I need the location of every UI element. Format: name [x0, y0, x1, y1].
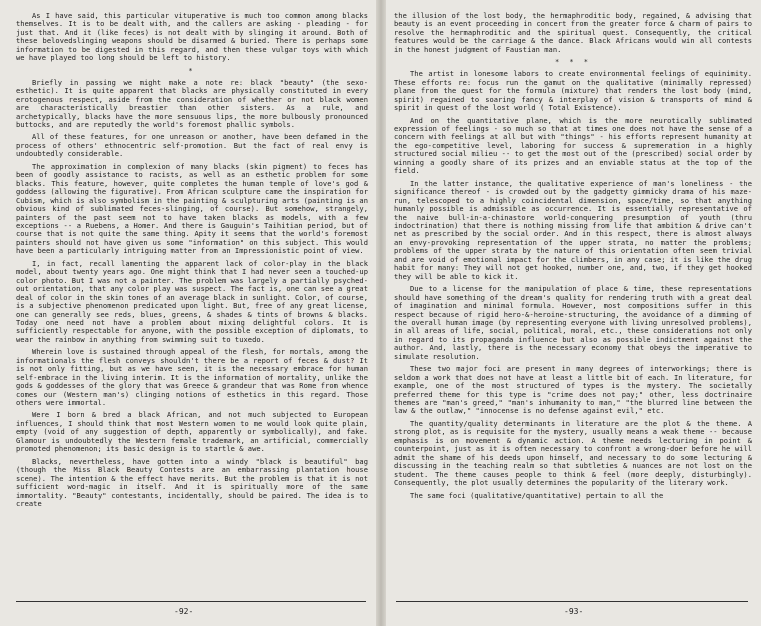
paragraph: The quantity/quality determinants in literature are the plot & the theme. A strong plot, as is requisite for the mystery, usually means a weak theme -- because emphasis is on movement & dynamic action. A theme needs lecturing in point & counterpoint, just as it is often necessary to confront a wrong-doer before he will admit the shame of his deeds upon himself, and necessary to do some lecturing & discussing in the teaching realm so that subtleties & nuances are not lost on the student. The theme causes people to think & feel (more deeply, disturbingly). Consequently, the plot usually determines the popularity of the literary work. — [394, 418, 752, 488]
paragraph: These two major foci are present in many degrees of interworkings; there is seldom a work that does not have at least a little bit of each. In literature, for example, one of the most structured of types is the mystery. The societally preferred theme for this type is "crime does not pay;" other, less doctrinaire themes are "man's greed," "man's inhumanity to man," "the blurred line between the law & the outlaw," "innocense is no defense against evil," etc. — [394, 364, 752, 416]
section-separator: * — [188, 66, 196, 75]
paragraph: Blacks, nevertheless, have gotten into a windy "black is beautiful" bag (though the Miss Black Beauty Contests are an embarrassing plantation house scene). The intention & the effect have merits. But the problem is that it is not sufficient word-magic in itself. And it is spiritually more of the same immortality. "Beauty" contestants, incidentally, should be paired. The idea is to create — [16, 456, 368, 509]
paragraph: All of these features, for one unreason or another, have been defamed in the process of others' ethnocentric self-promotion. But the fact of real envy is undoubtedly considerable. — [16, 132, 368, 159]
paragraph: I, in fact, recall lamenting the apparent lack of color-play in the black model, about twenty years ago. One might think that I had never seen a touched-up color photo. But I was not a painter. The problem was largely a partially psyched-out orientation, that any color play was suspect. The fact is, one can see a great deal of color in the skin tones of an average black in sunlight. Color, of course, is a subjective phenomenon predicated upon light. But, free of any great license, one can generally see reds, blues, greens, & shades & tints of browns & blacks. Today one need not have a problem about mixing delightful colors. It is sufficiently respectable for anyone, with the possible exception of diplomats, to wear the rainbow in anything from swimming suit to tuxedo. — [16, 258, 368, 344]
section-separator: * * * — [554, 58, 592, 67]
paragraph: The same foci (qualitative/quantitative) pertain to all the — [410, 490, 664, 500]
left-page — [16, 12, 368, 598]
paragraph: Wherein love is sustained through appeal of the flesh, for mortals, among the informationals the flesh conveys shouldn't there be a report of feces & dust? It is not only fitting, but as we have seen, it is the necessary embrace for human self-embrace in the living interim. It is the information of mortality, unlike the gods & goddesses of the glory that was Greece & grandeur that was Rome from whence comes our (Western man's) clinging notions of esthetics in this regard. Those others were immortal. — [16, 347, 368, 408]
paragraph: The artist in lonesome labors to create environmental feelings of equinimity. These efforts re: focus run the gamut on the qualitative (minimally repressed) plane from the quest for the formula (mixture) that renders the lost body (mind, spirit) regained to soaring fancy & interplay of vision & transports of mind & spirit in quest of the lost world ( Total Existence). — [394, 69, 752, 113]
paragraph: In the latter instance, the qualitative experience of man's loneliness - the significance thereof - is crowded out by the gadgetty gimmicky drama of his maze-run, telescoped to a highly coincidental dimension, space/time, so that anything humanly possible is admissible as occurrence. It is essentially representative of the naive bull-in-a-chinastore world-conquering presumption of youth (thru indoctrination) that there is nothing missing from life that ambition & drive can't net as prescribed by the social order. And in this respect, there is almost always an envy-provoking representation of the upper strata, no matter the problems; problems of the upper strata by the nature of this orientation often seem trivial and are void of emotional impact for the climbers, in any case; it is like the drug habit for many: They will not get hooked, number one, and, two, if they get hooked they will be able to kick it. — [394, 178, 752, 281]
paragraph: And on the quantitative plane, which is the more neurotically sublimated expression of feelings - so much so that at times one does not have the sense of a concern with feelings at all but with "things" - his efforts represent humanity at the ego-competitive level, laboring for success & supremeration in a highly structured social milieu -- to get the most out of the (prescribed) social order by winning a goodly share of its prizes and an enviable status at the top of the field. — [394, 115, 752, 176]
footer-rule — [396, 601, 748, 602]
right-page — [394, 12, 752, 598]
footer-rule — [16, 601, 366, 602]
book-gutter — [376, 0, 386, 626]
paragraph: Were I born & bred a black African, and not much subjected to European influences, I should think that most Western women to me would look quite plain, empty (void of any suggestion of depth, apparently or symbolically), and fake. Glamour is undoubtedly the Western female trademark, an artificial, commercially promoted phenomenon; its basic design is to startle & awe. — [16, 410, 368, 454]
paragraph: the illusion of the lost body, the hermaphroditic body, regained, & advising that beauty is an event proceeding in concert from the greater force & charm of pairs to resolve the hermaphroditic and the spiritual quest. Consequently, the critical features would be the carriage & the dance. Black Africans would win all contests in the honest judgment of Faustian man. — [394, 12, 752, 54]
page-number: -92- — [174, 607, 194, 616]
page-number: -93- — [564, 607, 584, 616]
paragraph: The approximation in complexion of many blacks (skin pigment) to feces has been of goodly assistance to racists, as well as an esthetic problem for some blacks. This feature, however, quite completes the human temple of love's god & goddess (allowing the figurative). From African sculpture came the inspiration for Cubism, which is also symbolism in the painting & sculpturing arts (painting is an obvious kind of sublimated feces-slinging, of course). But somehow, strangely, painters of the past seem not to have taken blacks as models, with a few exceptions -- a Ruebens, a Homer. And there is Gauguin's Taihitian period, but of course that is not quite the same thing. Apity it seems that the world's foremost painters should not have given us some "information" on this subject. This would have been a particularly intriguing matter from an Impressionistic point of view. — [16, 161, 368, 256]
paragraph: Due to a license for the manipulation of place & time, these representations should have something of the dream's quality for rendering truth with a great deal of imagination and minimal formula. However, most compositions suffer in this respect because of rigid hero-&-heroine-structuring, the avoidance of a dimming of the overall human image (by representing everyone with living unresolved problems), in all areas of life, social, political, moral, etc., these considerations not only in regard to its propaganda influence but also as possible indictment against the author. And, lastly, there is the necessary economy that obeys the imperative to simulate resolution. — [394, 284, 752, 361]
paragraph: Briefly in passing we might make a note re: black "beauty" (the sexo-esthetic). It is quite apparent that blacks are physically constituted in every erotogenous respect, aside from the consideration of whether or not black women are characteristically breastier than other sisters. As a rule, and archetypically, blacks have the more sensuous lips, the more bulbously pronounced buttocks, and are reputedly the world's foremost phallic symbols. — [16, 77, 368, 129]
paragraph: As I have said, this particular vituperative is much too common among blacks themselves. It is to be dealt with, and the callers are asking - pleading - for just that. And it (like feces) is not dealt with by slinging it around. Both of these belovedslinging weapons should be disarmed & buried. There is perhaps some information to be digested in this regard, and then these vulgar toys with which we have played too long should be left to history. — [16, 12, 368, 63]
